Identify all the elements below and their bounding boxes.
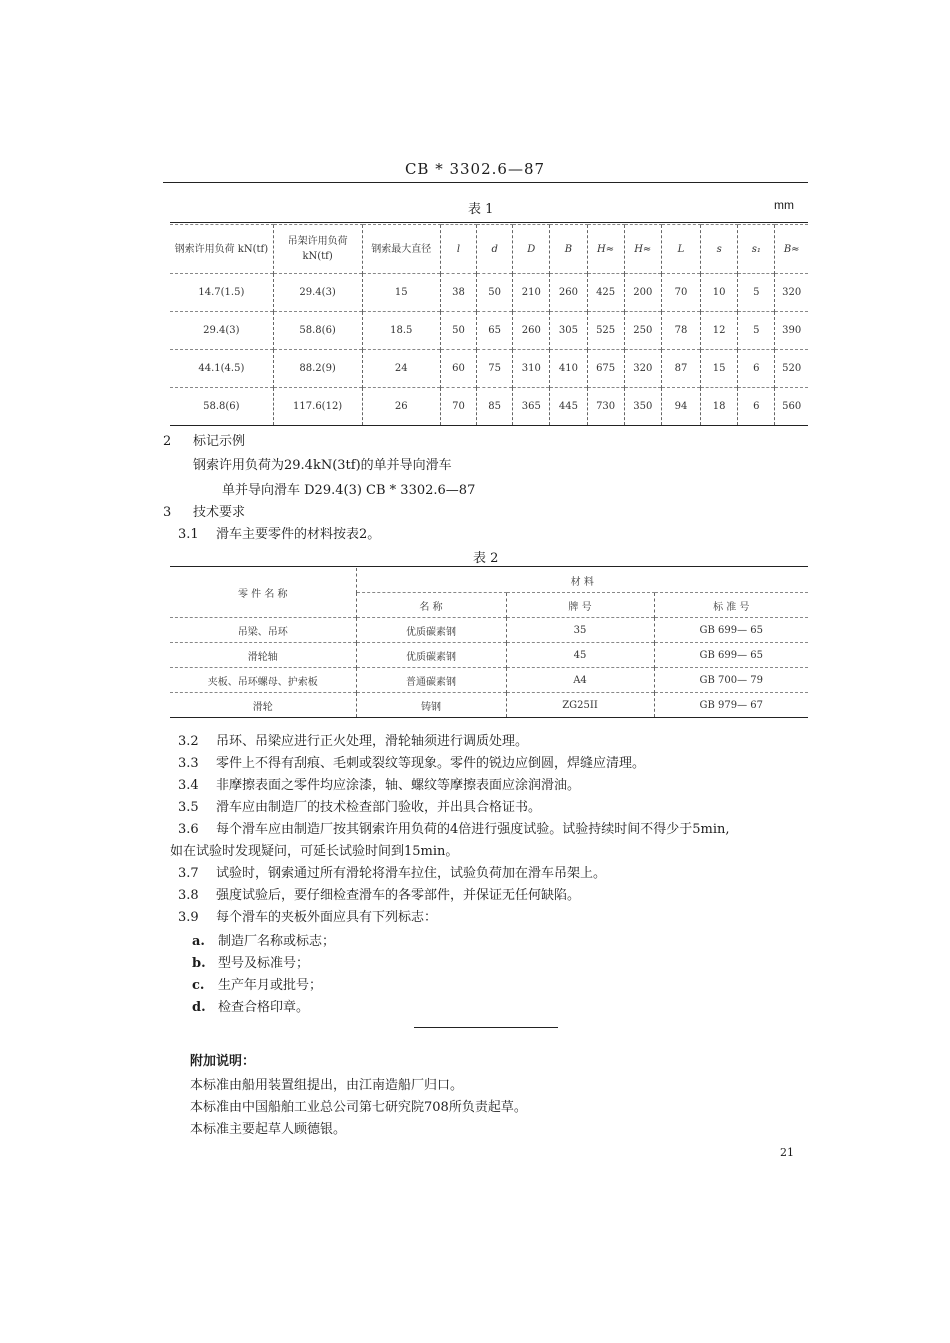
- item-text: 吊环、吊梁应进行正火处理，滑轮轴须进行调质处理。: [216, 734, 529, 749]
- table1-cell: 5: [738, 274, 775, 312]
- table1-cell: 5: [738, 312, 775, 350]
- table1-cell: 29.4(3): [273, 274, 362, 312]
- table1-cell: 675: [587, 350, 624, 388]
- table1-cell: 390: [775, 312, 808, 350]
- table2-cell: GB 699— 65: [654, 618, 808, 643]
- table1-cell: 15: [362, 274, 440, 312]
- mark-text: 生产年月或批号；: [218, 978, 323, 993]
- table1-header: 钢索许用负荷 kN(tf): [170, 225, 273, 274]
- mark-label: d.: [192, 1000, 206, 1015]
- table1-cell: 38: [440, 274, 476, 312]
- mark-label: b.: [192, 956, 206, 971]
- table2-cell: 滑轮轴: [170, 643, 356, 668]
- table1-cell: 85: [477, 388, 513, 426]
- table2-cell: ZG25II: [506, 693, 654, 718]
- table1-cell: 250: [624, 312, 661, 350]
- table1-unit: mm: [774, 198, 794, 212]
- table1-row: [170, 388, 808, 426]
- mark-item: [192, 998, 335, 1020]
- item-text: 滑车主要零件的材料按表2。: [216, 527, 381, 542]
- table1-cell: 425: [587, 274, 624, 312]
- mark-item: [192, 932, 335, 954]
- item-text: 每个滑车的夹板外面应具有下列标志：: [216, 910, 438, 925]
- item-text: 滑车应由制造厂的技术检查部门验收，并出具合格证书。: [216, 800, 542, 815]
- table2-cell: 吊梁、吊环: [170, 618, 356, 643]
- table1-cell: 24: [362, 350, 440, 388]
- table1-row: [170, 274, 808, 312]
- notes-title: 附加说明：: [190, 1054, 256, 1069]
- requirement-item: [170, 754, 730, 776]
- table1-header: H≈: [587, 225, 624, 274]
- section3-heading: [163, 503, 245, 523]
- requirement-item: [170, 908, 730, 930]
- table1-header: l: [440, 225, 476, 274]
- item-number: 3.8: [178, 888, 199, 903]
- table2-cell: 夹板、吊环螺母、护索板: [170, 668, 356, 693]
- item-number: 3.4: [178, 778, 199, 793]
- requirement-item: [170, 886, 730, 908]
- table1-header-row: [170, 225, 808, 274]
- table1-cell: 60: [440, 350, 476, 388]
- table1-cell: 94: [661, 388, 700, 426]
- table2-row: [170, 693, 808, 718]
- table2-cell: GB 700— 79: [654, 668, 808, 693]
- table2-row: [170, 618, 808, 643]
- table1-header: B: [550, 225, 587, 274]
- table1-header: H≈: [624, 225, 661, 274]
- table2-cell: GB 699— 65: [654, 643, 808, 668]
- table1-cell: 12: [701, 312, 738, 350]
- table1-cell: 58.8(6): [170, 388, 273, 426]
- table1-cell: 560: [775, 388, 808, 426]
- table2-header-grade: 牌 号: [506, 593, 654, 618]
- table1-header: B≈: [775, 225, 808, 274]
- table1-cell: 260: [550, 274, 587, 312]
- table1-cell: 200: [624, 274, 661, 312]
- item-text: 非摩擦表面之零件均应涂漆，轴、螺纹等摩擦表面应涂润滑油。: [216, 778, 581, 793]
- notes-line: 本标准由船用装置组提出，由江南造船厂归口。: [190, 1078, 464, 1093]
- mark-label: c.: [192, 978, 205, 993]
- requirement-item: [170, 820, 730, 842]
- table1-header: d: [477, 225, 513, 274]
- item-text: 如在试验时发现疑问，可延长试验时间到15min。: [170, 844, 459, 859]
- item-number: 3.3: [178, 756, 199, 771]
- item-text: 试验时，钢索通过所有滑轮将滑车拉住，试验负荷加在滑车吊架上。: [216, 866, 607, 881]
- table2-header-material: 材 料: [356, 568, 808, 593]
- table2-cell: 45: [506, 643, 654, 668]
- table1-cell: 260: [513, 312, 550, 350]
- table1-cell: 65: [477, 312, 513, 350]
- table2-top-rule: [170, 566, 808, 567]
- table1-header: 钢索最大直径: [362, 225, 440, 274]
- table1-cell: 29.4(3): [170, 312, 273, 350]
- table1-cell: 445: [550, 388, 587, 426]
- table1: [170, 224, 808, 426]
- table1-cell: 730: [587, 388, 624, 426]
- item-number: 3.2: [178, 734, 199, 749]
- requirement-item: [170, 732, 730, 754]
- table1-cell: 6: [738, 350, 775, 388]
- table2-header-standard: 标 准 号: [654, 593, 808, 618]
- table2-caption: 表 2: [473, 551, 499, 566]
- requirement-item: [170, 776, 730, 798]
- table1-cell: 520: [775, 350, 808, 388]
- table1-cell: 15: [701, 350, 738, 388]
- requirements-list: [170, 732, 730, 930]
- mark-text: 型号及标准号；: [218, 956, 310, 971]
- document-header: CB * 3302.6—87: [404, 160, 546, 178]
- item-number: 3.6: [178, 822, 199, 837]
- table1-header: 吊架许用负荷 kN(tf): [273, 225, 362, 274]
- table2-cell: A4: [506, 668, 654, 693]
- marks-list: [192, 932, 335, 1020]
- table1-cell: 75: [477, 350, 513, 388]
- requirement-item: [170, 798, 730, 820]
- table1-row: [170, 312, 808, 350]
- mark-text: 制造厂名称或标志；: [218, 934, 336, 949]
- table1-cell: 525: [587, 312, 624, 350]
- table2-header-part: 零 件 名 称: [237, 589, 288, 600]
- table1-cell: 70: [440, 388, 476, 426]
- table2-cell: 优质碳素钢: [356, 618, 506, 643]
- header-rule: [163, 182, 808, 183]
- table1-header: s₁: [738, 225, 775, 274]
- table2-header-name: 名 称: [356, 593, 506, 618]
- section2-title: 标记示例: [193, 434, 246, 449]
- table1-cell: 26: [362, 388, 440, 426]
- table1-header: D: [513, 225, 550, 274]
- table1-cell: 18.5: [362, 312, 440, 350]
- table2-cell: 35: [506, 618, 654, 643]
- section2-number: 2: [163, 434, 172, 449]
- requirement-item: [170, 864, 730, 886]
- mark-text: 检查合格印章。: [218, 1000, 310, 1015]
- table2-cell: GB 979— 67: [654, 693, 808, 718]
- table1-row: [170, 350, 808, 388]
- mark-label: a.: [192, 934, 205, 949]
- table2: [170, 568, 808, 718]
- notes-line: 本标准由中国船舶工业总公司第七研究院708所负责起草。: [190, 1100, 527, 1115]
- mark-item: [192, 976, 335, 998]
- section2-line2: 单并导向滑车 D29.4(3) CB * 3302.6—87: [222, 483, 476, 498]
- section3-title: 技术要求: [193, 505, 246, 520]
- requirement-continuation: [170, 842, 730, 864]
- section2-heading: [163, 432, 245, 452]
- item-number: 3.9: [178, 910, 199, 925]
- table2-cell: 滑轮: [170, 693, 356, 718]
- table1-cell: 44.1(4.5): [170, 350, 273, 388]
- table1-cell: 50: [477, 274, 513, 312]
- page-number: 21: [780, 1146, 794, 1159]
- item-number: 3.1: [178, 527, 199, 542]
- item-number: 3.7: [178, 866, 199, 881]
- table1-cell: 350: [624, 388, 661, 426]
- table1-caption: 表 1: [468, 202, 494, 217]
- table1-cell: 18: [701, 388, 738, 426]
- table1-top-rule: [170, 222, 808, 223]
- table2-header-row: [170, 568, 808, 593]
- table1-cell: 117.6(12): [273, 388, 362, 426]
- table1-cell: 320: [624, 350, 661, 388]
- table1-cell: 10: [701, 274, 738, 312]
- table2-row: [170, 668, 808, 693]
- item-text: 每个滑车应由制造厂按其钢索许用负荷的4倍进行强度试验。试验持续时间不得少于5min,: [216, 822, 730, 837]
- table2-cell: 铸钢: [356, 693, 506, 718]
- table1-header: s: [701, 225, 738, 274]
- table1-cell: 410: [550, 350, 587, 388]
- section3-number: 3: [163, 505, 172, 520]
- table1-header: L: [661, 225, 700, 274]
- section2-line1: 钢索许用负荷为29.4kN(3tf)的单并导向滑车: [193, 458, 452, 473]
- table1-cell: 58.8(6): [273, 312, 362, 350]
- section3-item1: [178, 525, 380, 545]
- table1-cell: 50: [440, 312, 476, 350]
- item-number: 3.5: [178, 800, 199, 815]
- table1-cell: 78: [661, 312, 700, 350]
- table1-cell: 14.7(1.5): [170, 274, 273, 312]
- table1-cell: 210: [513, 274, 550, 312]
- table2-row: [170, 643, 808, 668]
- section-divider: [414, 1027, 558, 1028]
- table2-cell: 优质碳素钢: [356, 643, 506, 668]
- table1-cell: 365: [513, 388, 550, 426]
- table1-cell: 70: [661, 274, 700, 312]
- mark-item: [192, 954, 335, 976]
- item-text: 零件上不得有刮痕、毛刺或裂纹等现象。零件的锐边应倒圆，焊缝应清理。: [216, 756, 646, 771]
- table2-cell: 普通碳素钢: [356, 668, 506, 693]
- table1-cell: 305: [550, 312, 587, 350]
- table1-cell: 310: [513, 350, 550, 388]
- table1-cell: 320: [775, 274, 808, 312]
- table1-cell: 87: [661, 350, 700, 388]
- table1-cell: 6: [738, 388, 775, 426]
- table1-cell: 88.2(9): [273, 350, 362, 388]
- item-text: 强度试验后，要仔细检查滑车的各零部件，并保证无任何缺陷。: [216, 888, 581, 903]
- notes-list: [190, 1076, 527, 1142]
- notes-line: 本标准主要起草人顾德银。: [190, 1122, 347, 1137]
